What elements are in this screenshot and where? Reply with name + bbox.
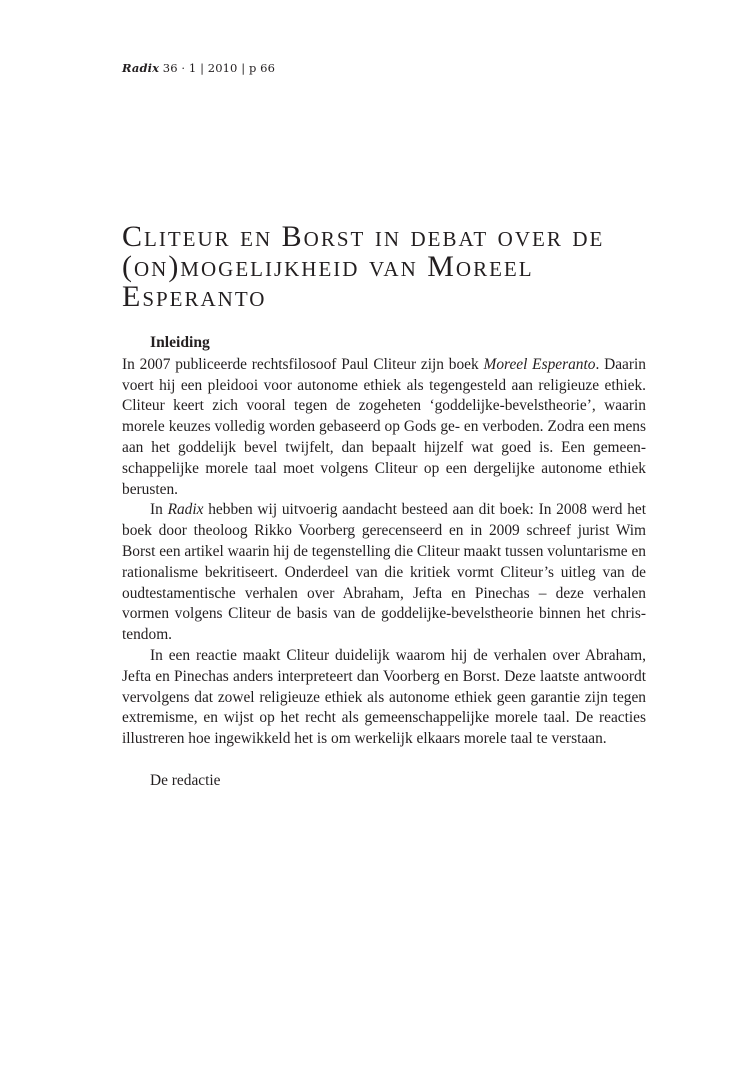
journal-name: Radix [122,61,160,75]
paragraph-1 [122,355,646,501]
paragraph-1-part-2: . Daarin voert hij een pleidooi voor autonome ethiek als tegengesteld aan religieuze ethiek. Cliteur keert zich vooral tegen de zogeheten ‘goddelijke-bevelstheorie’, waarin morele keuzes volledig worden gebaseerd op Gods ge- en verboden. Zodra een mens aan het goddelijk bevel twijfelt, dan bepaalt hijzelf wat goed is. Een gemeenschappelijke morele taal moet volgens Cliteur op een dergelijke autonome ethiek berusten. [122,355,646,498]
article-body [122,333,646,792]
journal-reference: Radix [167,501,204,519]
paragraph-2-part-1: In [150,501,168,519]
section-heading: Inleiding [150,334,210,351]
signature: De redactie [150,771,221,789]
paragraph-2 [122,500,646,646]
paragraph-3: In een reactie maakt Cliteur duidelijk waarom hij de verhalen over Abraham, Jefta en Pinechas anders interpreteert dan Voorberg en Borst. Deze laatste antwoordt vervolgens dat zowel religieuze ethiek als autonome ethiek geen garantie zijn tegen extremisme, en wijst op het recht als gemeenschappelijke morele taal. De reacties illustreren hoe ingewikkeld het is om werkelijk elkaars morele taal te verstaan. [122,646,646,748]
issue-info: 36 · 1 | 2010 | p 66 [159,61,276,75]
book-title: Moreel Esperanto [483,355,596,373]
running-head [122,61,275,75]
paragraph-1-part-1: In 2007 publiceerde rechtsfilosoof Paul Cliteur zijn boek [122,355,484,373]
article-title: Cliteur en Borst in debat over de (on)mogelijkheid van Moreel Esperanto [122,220,605,313]
paragraph-2-part-2: hebben wij uitvoerig aandacht besteed aan dit boek: In 2008 werd het boek door theoloog Rikko Voorberg gerecenseerd en in 2009 schreef jurist Wim Borst een artikel waarin hij de tegenstelling die Cliteur maakt tussen voluntarisme en rationalisme bekritiseert. Onderdeel van die kritiek vormt Cliteur’s uitleg van de oudtestamentische verhalen over Abraham, Jefta en Pinechas – deze verhalen vormen volgens Cliteur de basis van de goddelijke-bevelstheorie binnen het christendom. [122,501,646,644]
